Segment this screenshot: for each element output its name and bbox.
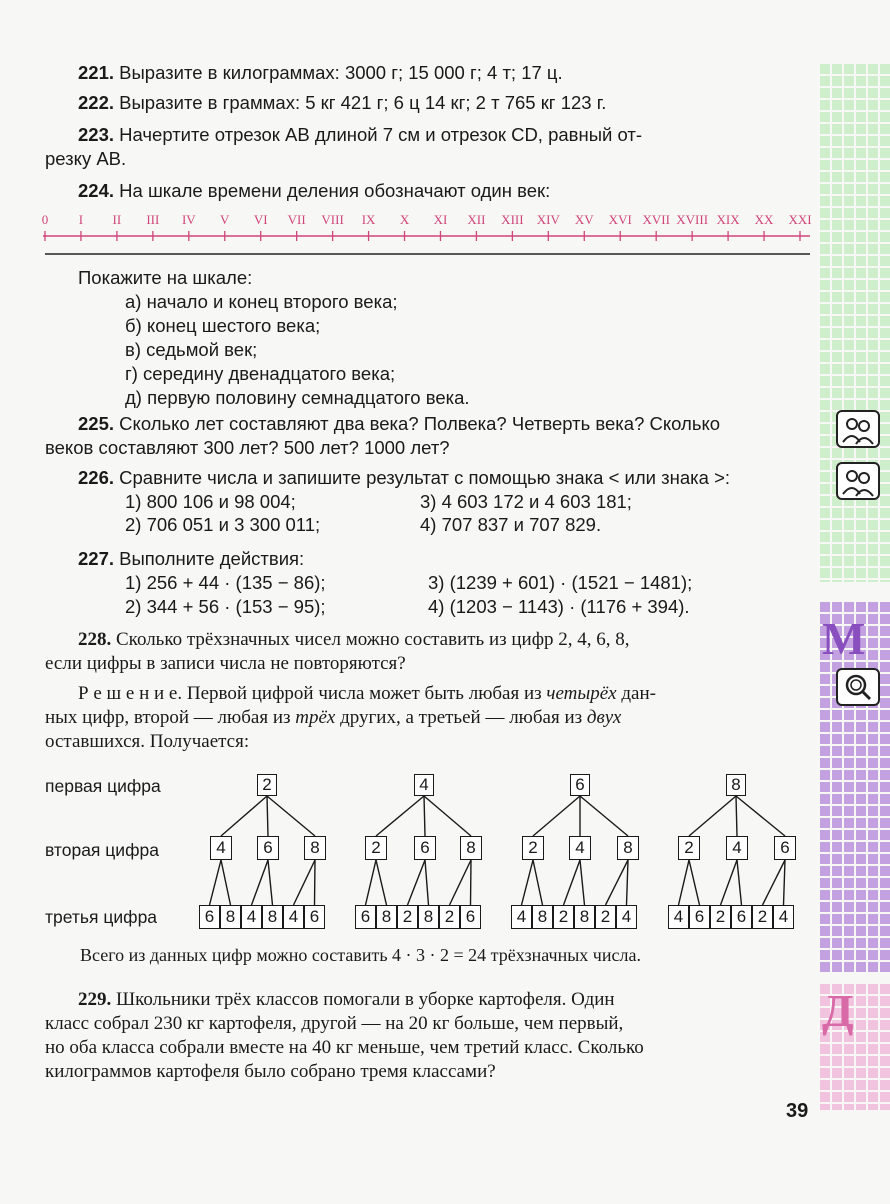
answer-item: 4) 707 837 и 707 829. — [420, 514, 602, 535]
ruler-label: X — [399, 212, 410, 227]
ruler-label: XVIII — [676, 212, 709, 227]
tree-branch — [425, 860, 429, 905]
answer-item: 1) 256 + 44 · (135 − 86); — [125, 572, 326, 593]
problem-text: Сколько лет составляют два века? Полвека? Четверть века? Сколько — [119, 413, 721, 434]
tree-branch — [580, 860, 585, 905]
tree-node-second: 4 — [726, 836, 748, 860]
problem-text: На шкале времени деления обозначают один век: — [119, 180, 551, 201]
ruler-label: XII — [467, 212, 486, 227]
tree-branch — [221, 796, 267, 836]
ruler-label: VII — [287, 212, 306, 227]
list-item: в) седьмой век; — [125, 339, 258, 360]
tree-branch — [376, 860, 387, 905]
tree-branch — [689, 860, 700, 905]
answer-item: 4) (1203 − 1143) · (1176 + 394). — [428, 596, 690, 617]
ruler-label: V — [220, 212, 230, 227]
list-item: д) первую половину семнадцатого века. — [125, 387, 470, 408]
problem-number: 224. — [78, 180, 115, 201]
tree-node-third: 6 — [199, 905, 220, 929]
tree-node-third: 8 — [574, 905, 595, 929]
problem-text: Выполните действия: — [119, 548, 305, 569]
ruler-label: VI — [253, 212, 268, 227]
tree-branch — [267, 796, 315, 836]
ruler-label: XVI — [608, 212, 632, 227]
ruler-label: XIX — [716, 212, 740, 227]
tree-node-third: 8 — [532, 905, 553, 929]
tree-branch — [268, 860, 273, 905]
problem-text: Выразите в килограммах: 3000 г; 15 000 г; 4 т; 17 ц. — [119, 62, 563, 83]
problem-text: веков составляют 300 лет? 500 лет? 1000 лет? — [45, 437, 450, 458]
label-third-digit: третья цифра — [45, 907, 158, 927]
list-item: а) начало и конец второго века; — [125, 291, 398, 312]
tree-node-third: 6 — [460, 905, 481, 929]
tree-node-second: 8 — [304, 836, 326, 860]
tree-node-second: 8 — [460, 836, 482, 860]
tree-node-third: 4 — [283, 905, 304, 929]
tree-branch — [221, 860, 231, 905]
problem-text: Сравните числа и запишите результат с помощью знака < или знака >: — [119, 467, 731, 488]
problem-text: Сколько трёхзначных чисел можно составить из цифр 2, 4, 6, 8, — [116, 629, 630, 650]
tree-branch — [564, 860, 581, 905]
tree-node-first: 2 — [257, 774, 277, 796]
ruler-label: VIII — [321, 212, 344, 227]
page-number: 39 — [786, 1100, 809, 1122]
tree-branch — [689, 796, 736, 836]
problem-number: 229. — [78, 989, 112, 1010]
tree-node-second: 6 — [774, 836, 796, 860]
ruler-label: XX — [754, 212, 774, 227]
tree-branch — [737, 860, 742, 905]
solution-line: оставшихся. Получается: — [45, 731, 250, 752]
tree-node-third: 8 — [376, 905, 397, 929]
problem-number: 221. — [78, 62, 115, 83]
tree-node-second: 4 — [210, 836, 232, 860]
tree-branch — [408, 860, 426, 905]
tree-branch — [252, 860, 269, 905]
problem-text: класс собрал 230 кг картофеля, другой — на 20 кг больше, чем первый, — [45, 1013, 624, 1034]
ruler-label: XI — [433, 212, 448, 227]
problem-number: 222. — [78, 92, 115, 113]
tree-branch — [763, 860, 786, 905]
tree-node-second: 6 — [414, 836, 436, 860]
tree-node-third: 6 — [689, 905, 710, 929]
label-second-digit: вторая цифра — [45, 840, 159, 860]
list-item: б) конец шестого века; — [125, 315, 321, 336]
ruler-label: IV — [181, 212, 196, 227]
tree-node-third: 8 — [262, 905, 283, 929]
tree-node-third: 4 — [241, 905, 262, 929]
ruler-label: XIII — [501, 212, 524, 227]
tree-node-third: 6 — [304, 905, 325, 929]
show-title: Покажите на шкале: — [78, 267, 253, 288]
solution-text: Первой цифрой числа может быть любая из — [182, 683, 547, 704]
ruler-label: XV — [574, 212, 594, 227]
problem-number: 226. — [78, 467, 115, 488]
tree-branch — [606, 860, 629, 905]
solution-text: дан- — [616, 683, 656, 704]
list-item: г) середину двенадцатого века; — [125, 363, 396, 384]
tree-node-third: 8 — [220, 905, 241, 929]
ruler-label: I — [78, 212, 84, 227]
tree-node-second: 2 — [522, 836, 544, 860]
problem-text: Школьники трёх классов помогали в уборке картофеля. Один — [116, 989, 615, 1010]
solution-italic: двух — [586, 707, 622, 728]
tree-branch — [522, 860, 534, 905]
tree-branch — [210, 860, 222, 905]
tree-node-third: 4 — [773, 905, 794, 929]
answer-item: 1) 800 106 и 98 004; — [125, 491, 296, 512]
tree-branch — [294, 860, 316, 905]
solution-italic: трёх — [295, 707, 336, 728]
tree-node-first: 6 — [570, 774, 590, 796]
tree-branch — [424, 796, 425, 836]
tree-branch — [267, 796, 268, 836]
tree-branch — [366, 860, 377, 905]
tree-node-third: 2 — [439, 905, 460, 929]
tree-node-third: 6 — [731, 905, 752, 929]
side-letter-m: М — [822, 613, 866, 664]
problem-text: если цифры в записи числа не повторяются? — [45, 653, 406, 674]
ruler-label: III — [146, 212, 160, 227]
problem-number: 223. — [78, 124, 115, 145]
solution-text: других, а третьей — любая из — [335, 707, 587, 728]
problem-text: Начертите отрезок AB длиной 7 см и отрезок CD, равный от- — [119, 124, 642, 145]
problem-number: 228. — [78, 629, 112, 650]
answer-item: 2) 706 051 и 3 300 011; — [125, 514, 321, 535]
tree-branch — [533, 796, 580, 836]
ruler-label: 0 — [41, 212, 49, 227]
side-letter-d: Д — [822, 985, 854, 1036]
tree-branch — [533, 860, 543, 905]
answer-item: 2) 344 + 56 · (153 − 95); — [125, 596, 326, 617]
ruler-label: XXI — [788, 212, 812, 227]
tree-branch — [424, 796, 471, 836]
tree-node-third: 6 — [355, 905, 376, 929]
ruler-label: XIV — [536, 212, 560, 227]
tree-node-second: 2 — [365, 836, 387, 860]
problem-text: Выразите в граммах: 5 кг 421 г; 6 ц 14 кг; 2 т 765 кг 123 г. — [119, 92, 607, 113]
problem-text: килограммов картофеля было собрано тремя классами? — [45, 1061, 496, 1082]
tree-branch — [736, 796, 785, 836]
answer-item: 3) 4 603 172 и 4 603 181; — [420, 491, 632, 512]
tree-node-second: 6 — [257, 836, 279, 860]
tree-node-second: 8 — [617, 836, 639, 860]
tree-branch — [471, 860, 472, 905]
tree-node-first: 4 — [414, 774, 434, 796]
solution-italic: четырёх — [546, 683, 617, 704]
tree-node-third: 8 — [418, 905, 439, 929]
tree-node-third: 4 — [511, 905, 532, 929]
problem-number: 225. — [78, 413, 115, 434]
tree-branch — [721, 860, 738, 905]
problem-229 — [78, 988, 615, 1012]
ruler-label: IX — [361, 212, 376, 227]
tree-branch — [736, 796, 737, 836]
solution-total: Всего из данных цифр можно составить 4 · 3 · 2 = 24 трёхзначных числа. — [80, 945, 641, 965]
tree-node-third: 2 — [752, 905, 773, 929]
ruler-label: II — [112, 212, 122, 227]
tree-branch — [580, 796, 628, 836]
tree-node-third: 2 — [710, 905, 731, 929]
tree-node-third: 2 — [595, 905, 616, 929]
tree-node-third: 2 — [397, 905, 418, 929]
tree-node-second: 4 — [569, 836, 591, 860]
tree-node-second: 2 — [678, 836, 700, 860]
tree-node-third: 4 — [616, 905, 637, 929]
problem-number: 227. — [78, 548, 115, 569]
problem-text: резку AB. — [45, 148, 127, 169]
tree-node-first: 8 — [726, 774, 746, 796]
tree-node-third: 4 — [668, 905, 689, 929]
solution-word: Р е ш е н и е. — [78, 683, 183, 704]
tree-branch — [450, 860, 472, 905]
label-first-digit: первая цифра — [45, 776, 161, 796]
answer-item: 3) (1239 + 601) · (1521 − 1481); — [428, 572, 693, 593]
problem-text: но оба класса собрали вместе на 40 кг меньше, чем третий класс. Сколько — [45, 1037, 644, 1058]
ruler-label: XVII — [642, 212, 670, 227]
tree-branch — [376, 796, 424, 836]
tree-node-third: 2 — [553, 905, 574, 929]
tree-branch — [679, 860, 690, 905]
solution-text: ных цифр, второй — любая из — [45, 707, 296, 728]
tree-branch — [627, 860, 629, 905]
tree-branch — [784, 860, 786, 905]
tree-branch — [315, 860, 316, 905]
